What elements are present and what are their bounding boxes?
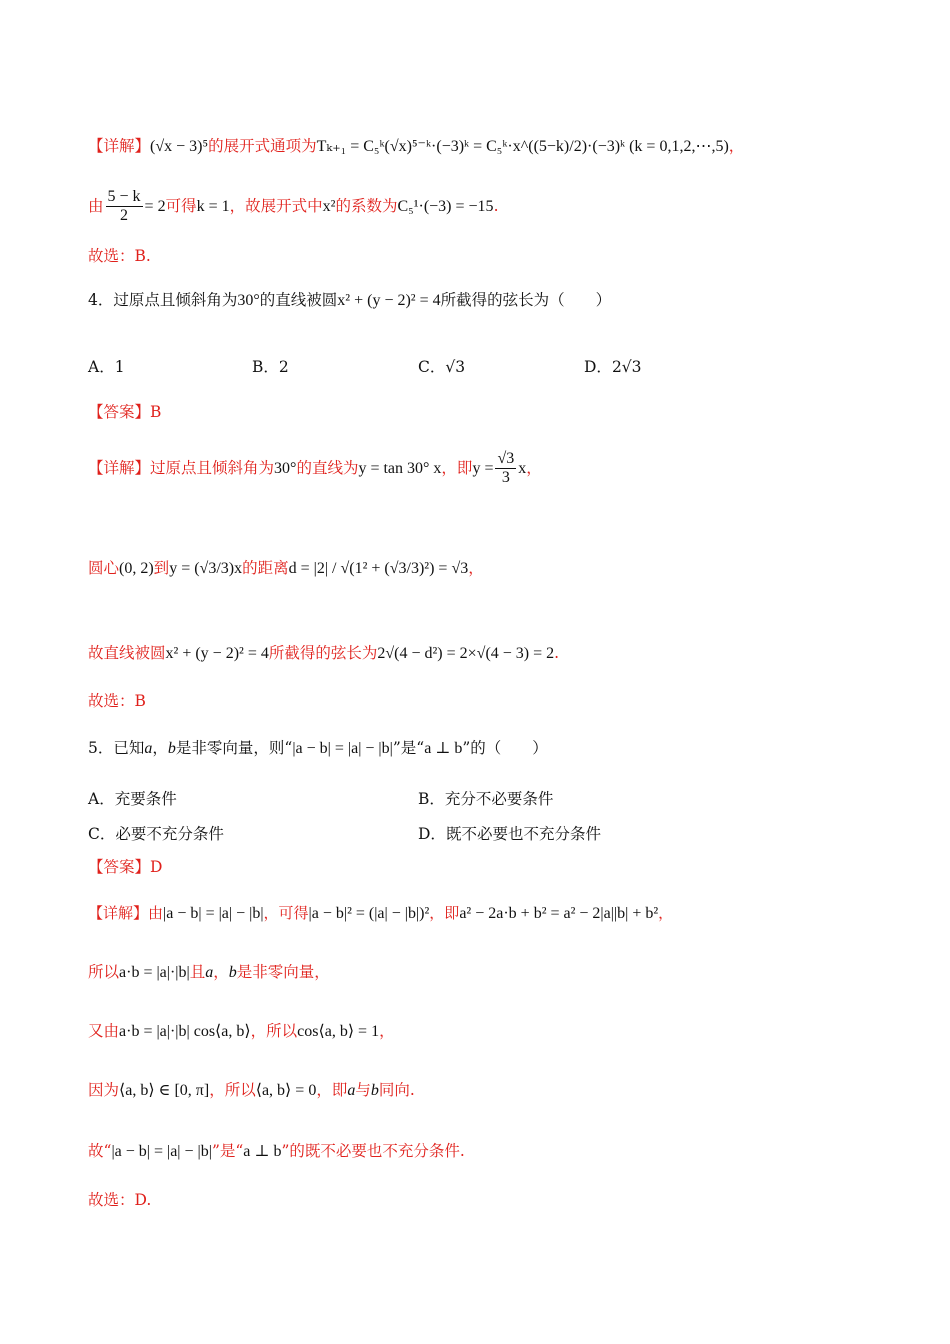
chord-length-formula: 2√(4 − d²) = 2×√(4 − 3) = 2 <box>377 645 555 662</box>
distance-formula: d = |2| / √(1² + (√3/3)²) = √3 <box>288 560 469 577</box>
q5-answer: 【答案】D <box>88 858 163 876</box>
q4-detail-line-1: 【详解】过原点且倾斜角为30°的直线为y = tan 30° x，即y = $\frac{√3}{3}$ x， <box>88 450 542 487</box>
coefficient-result: C₅¹·(−3) = −15 <box>397 197 494 215</box>
binomial-expression: (√x − 3)⁵ <box>150 138 209 155</box>
detail-line-expansion: 【详解】(√x − 3)⁵的展开式通项为Tₖ₊₁ = C₅ᵏ(√x)⁵⁻ᵏ·(−3)ᵏ = C₅ᵏ·x^((5−k)/2)·(−3)ᵏ (k = 0,1,2,⋯,5)， <box>88 137 745 155</box>
q5-option-b: B．充分不必要条件 <box>418 790 554 808</box>
select-answer-q4: 故选：B <box>88 692 146 710</box>
fraction-5-minus-k-over-2: $\frac{5 - k}{2}$ <box>107 188 141 225</box>
q4-option-d: D．2√3 <box>584 358 642 376</box>
detail-line-solve-k: 由 $\frac{5 - k}{2}$ = 2可得k = 1，故展开式中x²的系数为C₅¹·(−3) = −15. <box>88 188 499 225</box>
q4-answer: 【答案】B <box>88 403 162 421</box>
q5-detail-line-4: 因为⟨a, b⟩ ∈ [0, π]，所以⟨a, b⟩ = 0，即a与b同向. <box>88 1081 415 1099</box>
detail-tag: 【详解】 <box>88 458 151 477</box>
q5-option-a: A．充要条件 <box>88 790 177 808</box>
detail-tag: 【详解】 <box>88 904 149 922</box>
q5-detail-line-3: 又由a·b = |a|·|b| cos⟨a, b⟩，所以cos⟨a, b⟩ = 1， <box>88 1022 395 1040</box>
detail-tag: 【详解】 <box>88 137 151 155</box>
q4-detail-line-3: 故直线被圆x² + (y − 2)² = 4所截得的弦长为2√(4 − d²) = 2×√(4 − 3) = 2. <box>88 644 560 662</box>
q4-option-a: A．1 <box>88 358 125 376</box>
q5-option-d: D．既不必要也不充分条件 <box>418 825 601 843</box>
select-answer-q5: 故选：D. <box>88 1191 152 1209</box>
question-4: 4．过原点且倾斜角为30°的直线被圆x² + (y − 2)² = 4所截得的弦长为（ ） <box>88 291 612 309</box>
q5-detail-line-1: 【详解】由|a − b| = |a| − |b|，可得|a − b|² = (|a| − |b|)²，即a² − 2a·b + b² = a² − 2|a||b| + b²， <box>88 904 674 922</box>
condition-expression: |a − b| = |a| − |b| <box>292 740 393 757</box>
q4-option-c: C．√3 <box>418 358 466 376</box>
q4-detail-line-2: 圆心(0, 2)到y = (√3/3)x的距离d = |2| / √(1² + (√3/3)²) = √3， <box>88 559 484 577</box>
fraction-sqrt3-over-3: $\frac{√3}{3}$ <box>497 450 515 487</box>
general-term-formula: Tₖ₊₁ = C₅ᵏ(√x)⁵⁻ᵏ·(−3)ᵏ = C₅ᵏ·x^((5−k)/2)·(−3)ᵏ (k = 0,1,2,⋯,5) <box>316 138 729 155</box>
q4-option-b: B．2 <box>252 358 289 376</box>
select-answer-q3: 故选：B. <box>88 247 151 265</box>
q5-detail-line-5: 故“|a − b| = |a| − |b|”是“a ⊥ b”的既不必要也不充分条件. <box>88 1142 465 1160</box>
q5-detail-line-2: 所以a·b = |a|·|b|且a，b是非零向量， <box>88 963 330 981</box>
q5-option-c: C．必要不充分条件 <box>88 825 224 843</box>
circle-equation: x² + (y − 2)² = 4 <box>337 292 441 309</box>
question-5: 5．已知a，b是非零向量，则“|a − b| = |a| − |b|”是“a ⊥ b”的（ ） <box>88 739 548 757</box>
